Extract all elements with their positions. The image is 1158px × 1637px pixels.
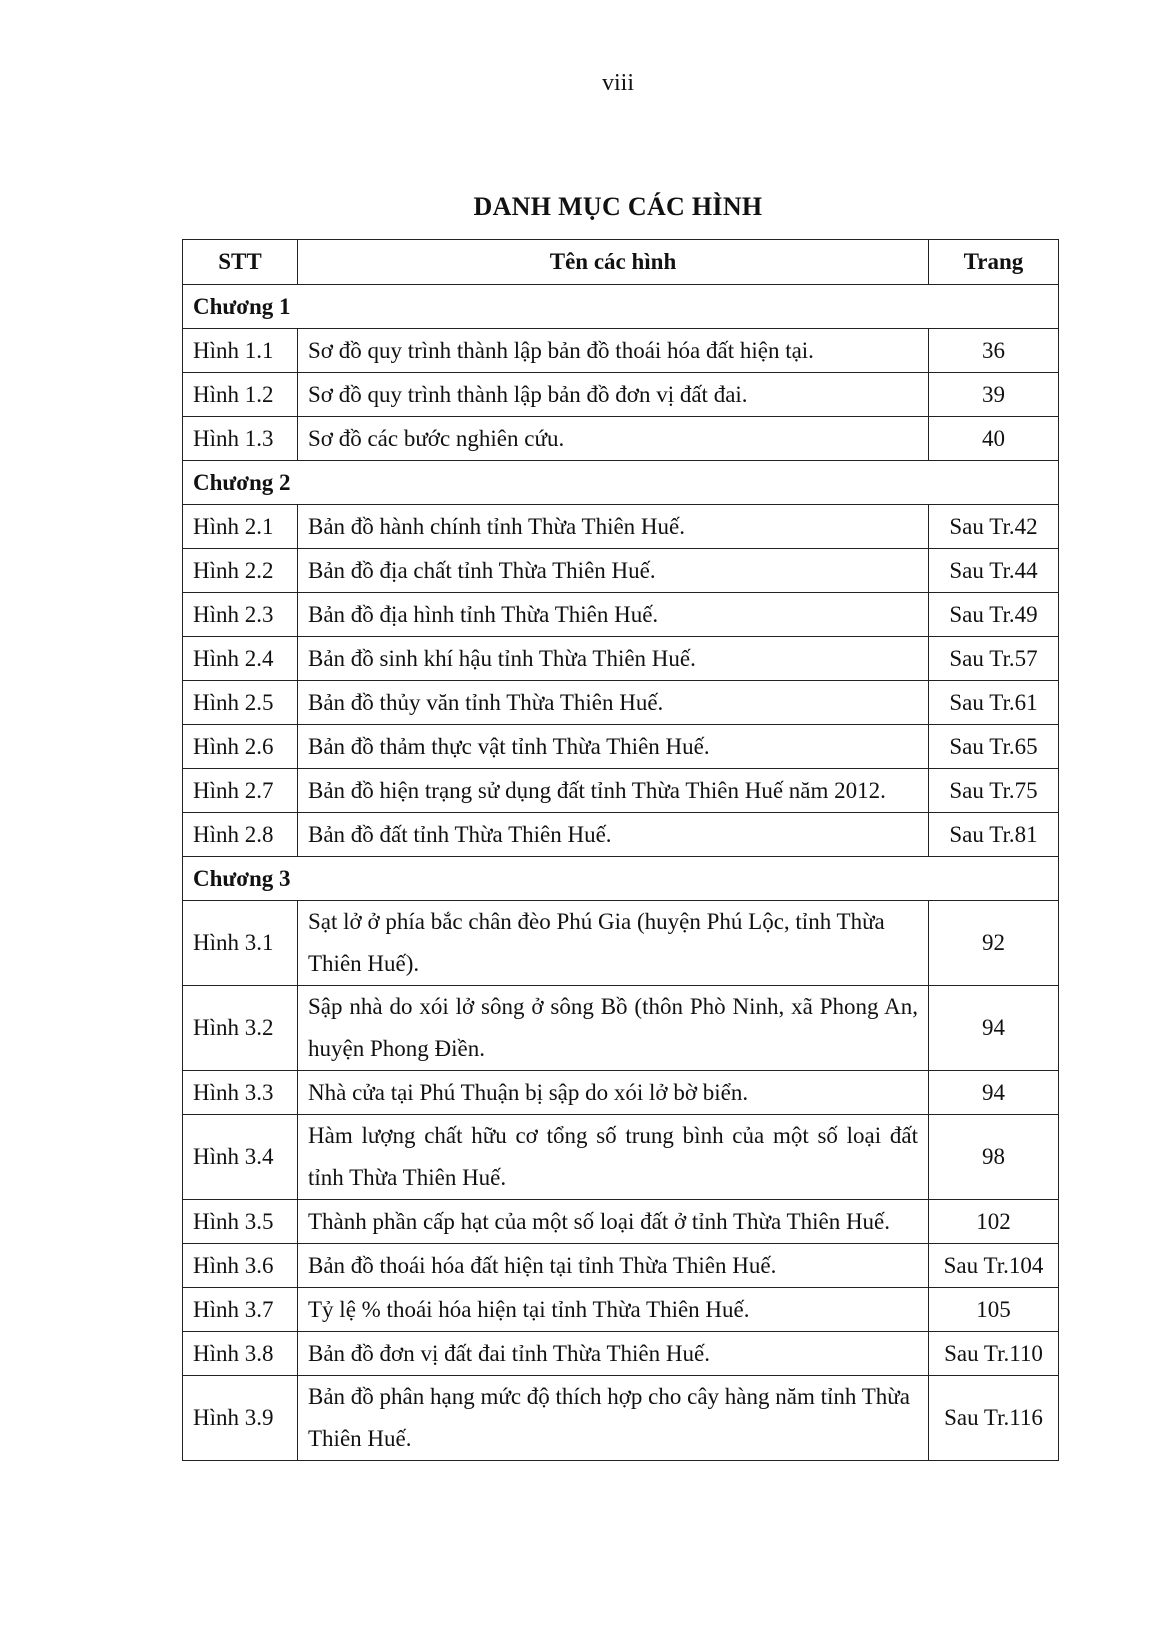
table-row <box>183 505 1059 549</box>
figure-name: Bản đồ địa hình tỉnh Thừa Thiên Huế. <box>298 593 929 637</box>
figure-number: Hình 2.8 <box>183 813 298 857</box>
figure-number: Hình 3.3 <box>183 1071 298 1115</box>
figure-name: Bản đồ đơn vị đất đai tỉnh Thừa Thiên Huế. <box>298 1332 929 1376</box>
figure-page: Sau Tr.49 <box>929 593 1059 637</box>
figure-page: 105 <box>929 1288 1059 1332</box>
figure-name: Bản đồ hành chính tỉnh Thừa Thiên Huế. <box>298 505 929 549</box>
figure-name: Nhà cửa tại Phú Thuận bị sập do xói lở bờ biển. <box>298 1071 929 1115</box>
page-title: DANH MỤC CÁC HÌNH <box>473 192 763 221</box>
table-row <box>183 901 1059 986</box>
figure-number: Hình 3.5 <box>183 1200 298 1244</box>
figure-name: Bản đồ địa chất tỉnh Thừa Thiên Huế. <box>298 549 929 593</box>
figure-name: Bản đồ hiện trạng sử dụng đất tỉnh Thừa Thiên Huế năm 2012. <box>298 769 929 813</box>
figure-number: Hình 2.7 <box>183 769 298 813</box>
figure-number: Hình 1.3 <box>183 417 298 461</box>
figure-page: Sau Tr.65 <box>929 725 1059 769</box>
figure-number: Hình 2.5 <box>183 681 298 725</box>
figure-number: Hình 2.2 <box>183 549 298 593</box>
figure-number: Hình 2.1 <box>183 505 298 549</box>
figure-page: 94 <box>929 1071 1059 1115</box>
header-stt: STT <box>183 240 298 285</box>
figure-page: 39 <box>929 373 1059 417</box>
figure-name: Tỷ lệ % thoái hóa hiện tại tỉnh Thừa Thiên Huế. <box>298 1288 929 1332</box>
figure-page: Sau Tr.81 <box>929 813 1059 857</box>
figure-page: Sau Tr.75 <box>929 769 1059 813</box>
chapter-row <box>183 461 1059 505</box>
figure-page: 92 <box>929 901 1059 986</box>
figure-number: Hình 3.1 <box>183 901 298 986</box>
table-row <box>183 1200 1059 1244</box>
figure-page: Sau Tr.110 <box>929 1332 1059 1376</box>
figure-page: 98 <box>929 1115 1059 1200</box>
table-row <box>183 373 1059 417</box>
figure-name: Sơ đồ quy trình thành lập bản đồ đơn vị đất đai. <box>298 373 929 417</box>
figure-page: 94 <box>929 986 1059 1071</box>
figure-name: Bản đồ thoái hóa đất hiện tại tỉnh Thừa Thiên Huế. <box>298 1244 929 1288</box>
table-row <box>183 549 1059 593</box>
figure-name: Bản đồ sinh khí hậu tỉnh Thừa Thiên Huế. <box>298 637 929 681</box>
chapter-label: Chương 3 <box>183 857 1059 901</box>
table-row <box>183 1332 1059 1376</box>
table-row <box>183 725 1059 769</box>
chapter-label: Chương 2 <box>183 461 1059 505</box>
table-row <box>183 417 1059 461</box>
figure-page: 40 <box>929 417 1059 461</box>
figure-name: Thành phần cấp hạt của một số loại đất ở tỉnh Thừa Thiên Huế. <box>298 1200 929 1244</box>
figure-name: Bản đồ thủy văn tỉnh Thừa Thiên Huế. <box>298 681 929 725</box>
table-row <box>183 1376 1059 1461</box>
figure-number: Hình 2.6 <box>183 725 298 769</box>
figure-name: Sơ đồ quy trình thành lập bản đồ thoái hóa đất hiện tại. <box>298 329 929 373</box>
figure-number: Hình 3.8 <box>183 1332 298 1376</box>
figure-number: Hình 2.4 <box>183 637 298 681</box>
chapter-row <box>183 857 1059 901</box>
table-row <box>183 637 1059 681</box>
figure-page: Sau Tr.104 <box>929 1244 1059 1288</box>
table-row <box>183 1071 1059 1115</box>
header-figure-name: Tên các hình <box>298 240 929 285</box>
table-row <box>183 986 1059 1071</box>
table-row <box>183 593 1059 637</box>
figure-page: Sau Tr.116 <box>929 1376 1059 1461</box>
figure-name: Sập nhà do xói lở sông ở sông Bồ (thôn Phò Ninh, xã Phong An, huyện Phong Điền. <box>298 986 929 1071</box>
figure-list-table <box>182 239 1059 1461</box>
chapter-label: Chương 1 <box>183 285 1059 329</box>
figure-number: Hình 3.9 <box>183 1376 298 1461</box>
chapter-row <box>183 285 1059 329</box>
figure-page: Sau Tr.44 <box>929 549 1059 593</box>
figure-name: Sơ đồ các bước nghiên cứu. <box>298 417 929 461</box>
figure-name: Bản đồ thảm thực vật tỉnh Thừa Thiên Huế. <box>298 725 929 769</box>
figure-name: Sạt lở ở phía bắc chân đèo Phú Gia (huyện Phú Lộc, tỉnh Thừa Thiên Huế). <box>298 901 929 986</box>
table-row <box>183 329 1059 373</box>
figure-number: Hình 2.3 <box>183 593 298 637</box>
figure-number: Hình 3.4 <box>183 1115 298 1200</box>
figure-page: 102 <box>929 1200 1059 1244</box>
table-row <box>183 769 1059 813</box>
figure-page: Sau Tr.61 <box>929 681 1059 725</box>
figure-name: Bản đồ đất tỉnh Thừa Thiên Huế. <box>298 813 929 857</box>
figure-number: Hình 1.2 <box>183 373 298 417</box>
figure-number: Hình 3.6 <box>183 1244 298 1288</box>
table-row <box>183 1244 1059 1288</box>
table-row <box>183 681 1059 725</box>
figure-name: Hàm lượng chất hữu cơ tổng số trung bình của một số loại đất tỉnh Thừa Thiên Huế. <box>298 1115 929 1200</box>
figure-page: Sau Tr.57 <box>929 637 1059 681</box>
header-page: Trang <box>929 240 1059 285</box>
figure-number: Hình 3.2 <box>183 986 298 1071</box>
page-number: viii <box>601 70 634 96</box>
figure-number: Hình 1.1 <box>183 329 298 373</box>
table-row <box>183 1115 1059 1200</box>
table-row <box>183 813 1059 857</box>
figure-number: Hình 3.7 <box>183 1288 298 1332</box>
figure-name: Bản đồ phân hạng mức độ thích hợp cho cây hàng năm tỉnh Thừa Thiên Huế. <box>298 1376 929 1461</box>
figure-page: 36 <box>929 329 1059 373</box>
table-header-row <box>183 240 1059 285</box>
table-row <box>183 1288 1059 1332</box>
figure-page: Sau Tr.42 <box>929 505 1059 549</box>
